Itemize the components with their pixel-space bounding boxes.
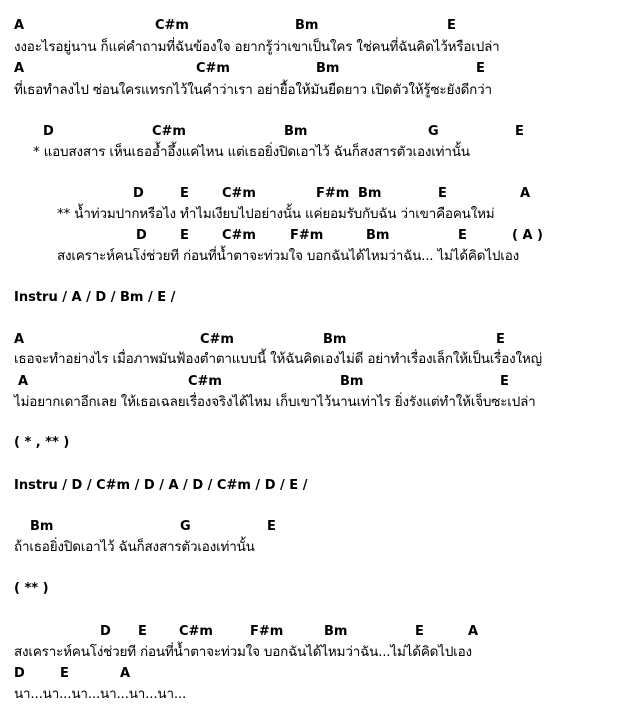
- chord-label: C#m: [179, 624, 213, 639]
- chord-label: G: [428, 124, 439, 139]
- chord-label: Bm: [323, 332, 347, 347]
- lyric-line: เธอจะทำอย่างไร เมื่อภาพมันฟ้องตำตาแบบนี้ ให้ฉันคิดเองไม่ดี อย่าทำเรื่องเล็กให้เป็นเรื่องใหญ่: [14, 351, 542, 367]
- chord-label: E: [496, 332, 505, 347]
- chord-label: C#m: [222, 186, 256, 201]
- chord-label: Bm: [316, 61, 340, 76]
- chord-label: E: [60, 666, 69, 681]
- lyric-line: ถ้าเธอยิ่งปิดเอาไว้ ฉันก็สงสารตัวเองเท่านั้น: [14, 539, 255, 555]
- chord-label: E: [500, 374, 509, 389]
- chord-label: A: [468, 624, 479, 639]
- lyric-line: ไม่อยากเดาอีกเลย ให้เธอเฉลยเรื่องจริงได้ไหม เก็บเขาไว้นานเท่าไร ยิ่งรังแต่ทำให้เจ็บซะเปล่า: [14, 394, 536, 410]
- chord-label: A: [14, 18, 25, 33]
- section-label: ( * , ** ): [14, 435, 70, 450]
- lyric-line: งงอะไรอยู่นาน ก็แค่คำถามที่ฉันข้องใจ อยากรู้ว่าเขาเป็นใคร ใช่คนที่ฉันคิดไว้หรือเปล่า: [14, 39, 500, 55]
- chord-label: Bm: [358, 186, 382, 201]
- chord-label: D: [100, 624, 111, 639]
- chord-label: E: [138, 624, 147, 639]
- lyric-line: ** น้ำท่วมปากหรือไง ทำไมเงียบไปอย่างนั้น แค่ยอมรับกับฉัน ว่าเขาคือคนใหม่: [57, 206, 495, 222]
- chord-label: C#m: [188, 374, 222, 389]
- chord-label: E: [180, 228, 189, 243]
- section-label: ( ** ): [14, 581, 49, 596]
- chord-label: ( A ): [512, 228, 543, 243]
- chord-label: A: [14, 61, 25, 76]
- chord-label: C#m: [155, 18, 189, 33]
- chord-label: C#m: [152, 124, 186, 139]
- chord-label: E: [267, 519, 276, 534]
- chord-label: Bm: [30, 519, 54, 534]
- section-label: Instru / A / D / Bm / E /: [14, 290, 176, 305]
- lyric-line: ที่เธอทำลงไป ซ่อนใครแทรกไว้ในคำว่าเรา อย่ายื้อให้มันยืดยาว เปิดตัวให้รู้ซะยังดีกว่า: [14, 82, 492, 98]
- chord-label: Bm: [324, 624, 348, 639]
- lyric-line: นา...นา...นา...นา...นา...นา...: [14, 686, 187, 702]
- chord-label: Bm: [366, 228, 390, 243]
- chord-label: A: [14, 332, 25, 347]
- chord-label: A: [18, 374, 29, 389]
- chord-label: A: [520, 186, 531, 201]
- chord-label: E: [447, 18, 456, 33]
- chord-label: F#m: [316, 186, 350, 201]
- chord-label: Bm: [340, 374, 364, 389]
- chord-label: D: [14, 666, 25, 681]
- lyric-line: สงเคราะห์คนโง่ช่วยที ก่อนที่น้ำตาจะท่วมใจ บอกฉันได้ไหมว่าฉัน...ไม่ได้คิดไปเอง: [14, 644, 472, 660]
- chord-label: E: [438, 186, 447, 201]
- chord-label: E: [515, 124, 524, 139]
- chord-label: F#m: [290, 228, 324, 243]
- chord-label: D: [43, 124, 54, 139]
- lyric-line: * แอบสงสาร เห็นเธออ้ำอึ้งแค่ไหน แต่เธอยิ่งปิดเอาไว้ ฉันก็สงสารตัวเองเท่านั้น: [33, 144, 470, 160]
- chord-label: Bm: [295, 18, 319, 33]
- chord-label: E: [180, 186, 189, 201]
- chord-label: C#m: [196, 61, 230, 76]
- section-label: Instru / D / C#m / D / A / D / C#m / D / E /: [14, 478, 308, 493]
- chord-label: G: [180, 519, 191, 534]
- chord-label: D: [136, 228, 147, 243]
- chord-label: Bm: [284, 124, 308, 139]
- chord-label: C#m: [200, 332, 234, 347]
- chord-label: F#m: [250, 624, 284, 639]
- chord-label: E: [415, 624, 424, 639]
- chord-label: E: [458, 228, 467, 243]
- chord-label: E: [476, 61, 485, 76]
- chord-label: C#m: [222, 228, 256, 243]
- chord-label: D: [133, 186, 144, 201]
- lyric-line: สงเคราะห์คนโง่ช่วยที ก่อนที่น้ำตาจะท่วมใจ บอกฉันได้ไหมว่าฉัน... ไม่ได้คิดไปเอง: [57, 248, 519, 264]
- chord-label: A: [120, 666, 131, 681]
